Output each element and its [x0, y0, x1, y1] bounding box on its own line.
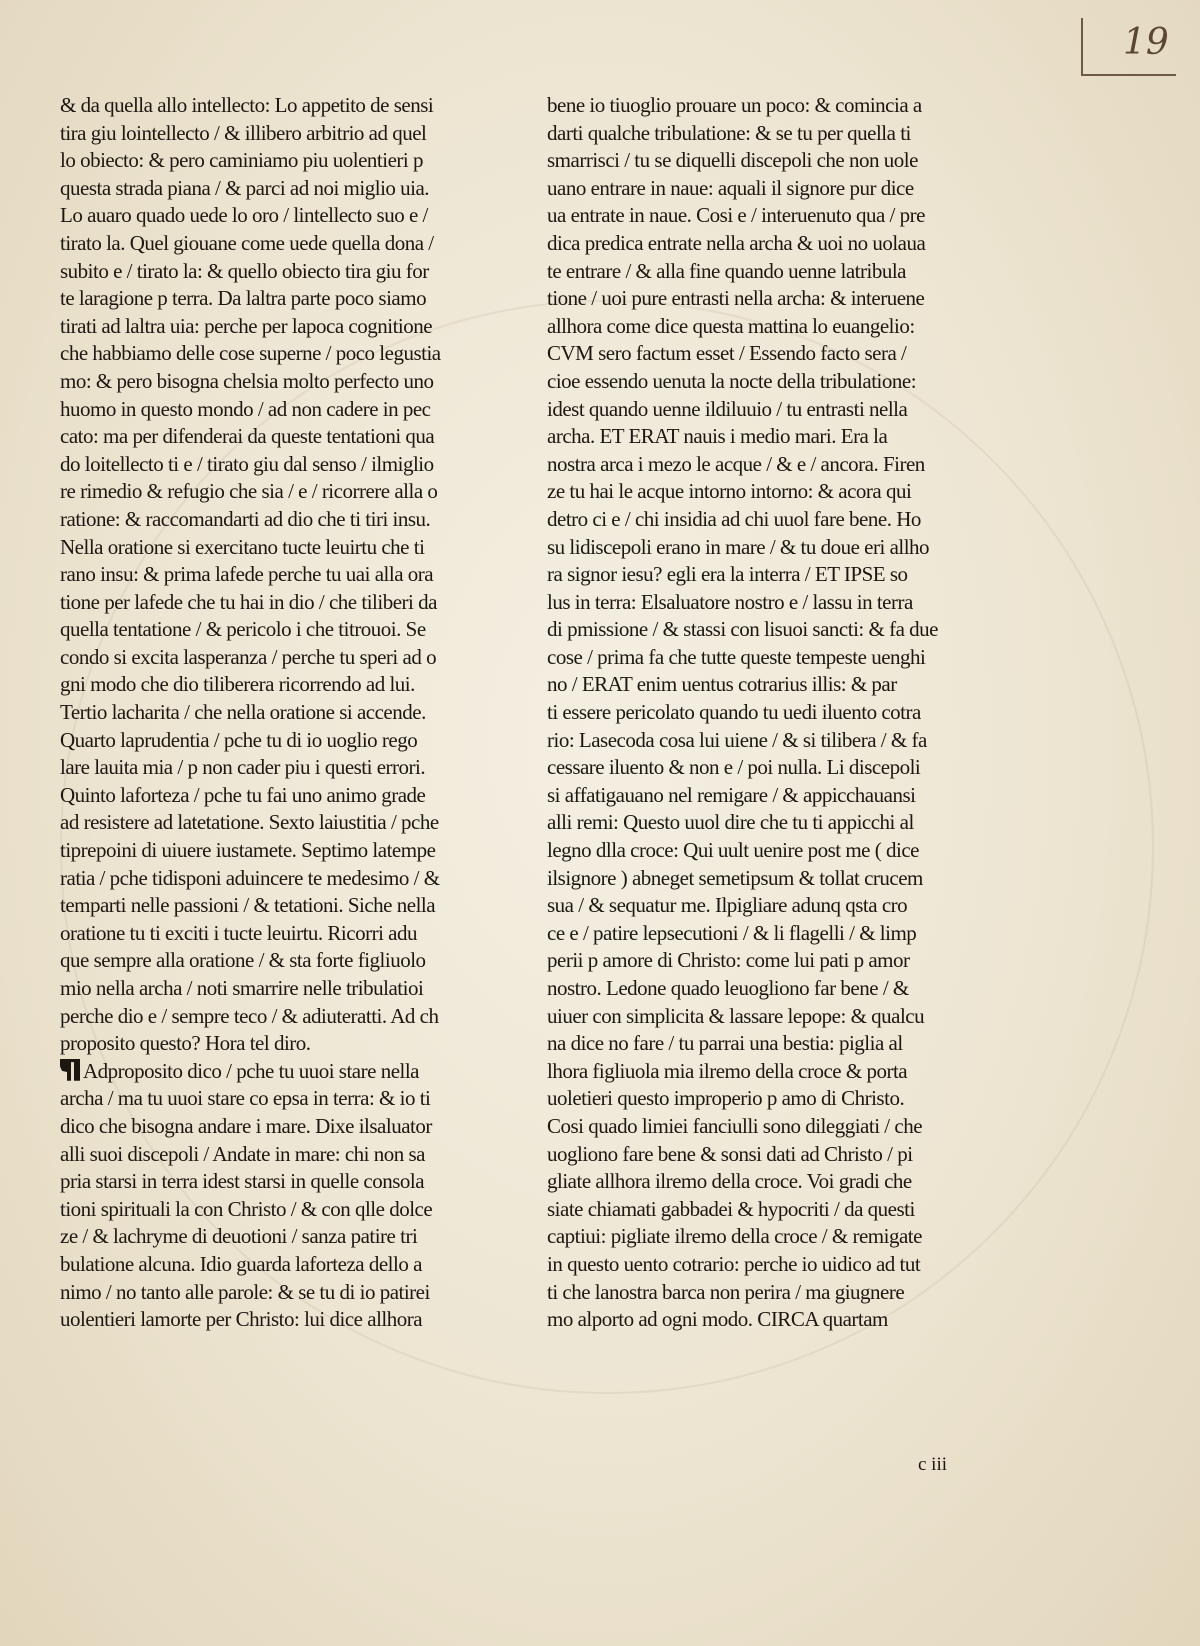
text-line: idest quando uenne ildiluuio / tu entrasti nella [547, 396, 908, 421]
text-line: allhora come dice questa mattina lo euangelio: [547, 313, 915, 338]
text-line: mo: & pero bisogna chelsia molto perfecto uno [60, 368, 434, 393]
text-line: alli remi: Questo uuol dire che tu ti appicchi al [547, 810, 914, 835]
text-line: CVM sero factum esset / Essendo facto sera / [547, 341, 907, 366]
text-line: ua entrate in naue. Cosi e / interuenuto qua / pre [547, 203, 925, 228]
text-line: mio nella archa / noti smarrire nelle tribulatioi [60, 976, 424, 1000]
text-line: Nella oratione si exercitano tucte leuirtu che ti [60, 534, 425, 559]
text-line: Adproposito dico / pche tu uuoi stare nella [60, 1058, 510, 1086]
text-line: cose / prima fa che tutte queste tempeste uenghi [547, 644, 926, 669]
text-line: alli suoi discepoli / Andate in mare: chi non sa [60, 1141, 426, 1166]
text-line: perche dio e / sempre teco / & adiuteratti. Ad ch [60, 1003, 439, 1028]
right-text-column [547, 92, 997, 1334]
text-line: detro ci e / chi insidia ad chi uuol fare bene. Ho [547, 506, 921, 531]
text-line: tira giu lointellecto / & illibero arbitrio ad quel [60, 120, 427, 145]
text-line: gliate allhora ilremo della croce. Voi gradi che [547, 1169, 912, 1194]
text-line: te laragione p terra. Da laltra parte poco siamo [60, 286, 427, 311]
text-line: bene io tiuoglio prouare un poco: & comincia a [547, 93, 922, 117]
text-line: uolentieri lamorte per Christo: lui dice allhora [60, 1307, 423, 1332]
text-line: nostro. Ledone quado leuogliono far bene / & [547, 976, 909, 1000]
text-line: ilsignore ) abneget semetipsum & tollat crucem [547, 865, 923, 890]
text-line: che habbiamo delle cose superne / poco legustia [60, 341, 441, 366]
text-line: temparti nelle passioni / & tetationi. Siche nella [60, 893, 436, 918]
text-line: cessare iluento & non e / poi nulla. Li discepoli [547, 755, 921, 780]
text-line: lare lauita mia / p non cader piu i questi errori. [60, 755, 426, 780]
text-line: tione / uoi pure entrasti nella archa: & interuene [547, 286, 925, 311]
text-line: dica predica entrate nella archa & uoi no uolaua [547, 230, 926, 255]
text-line: ad resistere ad latetatione. Sexto laiustitia / pche [60, 810, 439, 835]
text-line: Lo auaro quado uede lo oro / lintellecto suo e / [60, 203, 428, 228]
text-line: tirati ad laltra uia: perche per lapoca cognitione [60, 313, 433, 338]
text-line: proposito questo? Hora tel diro. [60, 1031, 311, 1056]
text-line: questa strada piana / & parci ad noi miglio uia. [60, 175, 430, 200]
text-line: sua / & sequatur me. Ilpigliare adunq qsta cro [547, 893, 908, 918]
text-line: lus in terra: Elsaluatore nostro e / lassu in terra [547, 589, 913, 614]
text-line: tione per lafede che tu hai in dio / che tiliberi da [60, 589, 437, 614]
text-line: di pmissione / & stassi con lisuoi sancti: & fa due [547, 617, 938, 642]
text-line: darti qualche tribulatione: & se tu per quella ti [547, 120, 911, 145]
text-line: captiui: pigliate ilremo della croce / & remigate [547, 1224, 922, 1249]
text-line: Quarto laprudentia / pche tu di io uoglio rego [60, 727, 418, 752]
text-line: tiprepoini di uiuere iustamete. Septimo latempe [60, 838, 436, 863]
text-line: huomo in questo mondo / ad non cadere in pec [60, 396, 431, 421]
text-line: que sempre alla oratione / & sta forte figliuolo [60, 948, 426, 973]
text-line: legno dlla croce: Qui uult uenire post me ( dice [547, 838, 919, 863]
text-line: gni modo che dio tiliberera ricorrendo ad lui. [60, 672, 415, 697]
text-line: archa / ma tu uuoi stare co epsa in terra: & io ti [60, 1086, 431, 1111]
text-line: condo si excita lasperanza / perche tu speri ad o [60, 644, 437, 669]
text-line: archa. ET ERAT nauis i medio mari. Era la [547, 424, 888, 449]
folio-number: 19 [1123, 22, 1169, 63]
text-line: nostra arca i mezo le acque / & e / ancora. Firen [547, 451, 925, 476]
text-line: ratione: & raccomandarti ad dio che ti tiri insu. [60, 506, 431, 531]
text-line: lo obiecto: & pero caminiamo piu uolentieri p [60, 148, 423, 173]
text-line: bulatione alcuna. Idio guarda laforteza dello a [60, 1251, 422, 1276]
text-line: Quinto laforteza / pche tu fai uno animo grade [60, 782, 426, 807]
left-text-column [60, 92, 510, 1334]
paragraph-mark-icon [60, 1059, 80, 1081]
text-line: uoletieri questo improperio p amo di Christo. [547, 1086, 905, 1111]
text-line: siate chiamati gabbadei & hypocriti / da questi [547, 1196, 915, 1221]
text-line: in questo uento cotrario: perche io uidico ad tut [547, 1251, 921, 1276]
text-line: re rimedio & refugio che sia / e / ricorrere alla o [60, 479, 438, 504]
text-line: smarrisci / tu se diquelli discepoli che non uole [547, 148, 918, 173]
text-line: ce e / patire lepsecutioni / & li flagelli / & limp [547, 920, 917, 945]
text-line: nimo / no tanto alle parole: & se tu di io patirei [60, 1279, 430, 1304]
text-line: subito e / tirato la: & quello obiecto tira giu for [60, 258, 429, 283]
text-line: Cosi quado limiei fanciulli sono dileggiati / che [547, 1113, 923, 1138]
text-line: mo alporto ad ogni modo. CIRCA quartam [547, 1307, 888, 1332]
text-line: na dice no fare / tu parrai una bestia: piglia al [547, 1031, 903, 1056]
text-line: do loitellecto ti e / tirato giu dal senso / ilmiglio [60, 451, 434, 476]
text-line: te entrare / & alla fine quando uenne latribula [547, 258, 907, 283]
text-line: no / ERAT enim uentus cotrarius illis: & par [547, 672, 897, 697]
text-line: ze tu hai le acque intorno intorno: & acora qui [547, 479, 912, 504]
text-line: ratia / pche tidisponi aduincere te medesimo / & [60, 865, 440, 890]
text-line: ti che lanostra barca non perira / ma giugnere [547, 1279, 905, 1304]
text-line: rano insu: & prima lafede perche tu uai alla ora [60, 562, 434, 587]
signature-mark: c iii [918, 1454, 948, 1475]
text-line: perii p amore di Christo: come lui pati p amor [547, 948, 910, 973]
text-line: uogliono fare bene & sonsi dati ad Christo / pi [547, 1141, 913, 1166]
text-line: ze / & lachryme di deuotioni / sanza patire tri [60, 1224, 418, 1249]
text-line: cioe essendo uenuta la nocte della tribulatione: [547, 368, 917, 393]
text-line: lhora figliuola mia ilremo della croce & porta [547, 1058, 908, 1083]
text-line: rio: Lasecoda cosa lui uiene / & si tilibera / & fa [547, 727, 927, 752]
text-line: ti essere pericolato quando tu uedi iluento cotra [547, 700, 921, 725]
text-line: Tertio lacharita / che nella oratione si accende. [60, 700, 426, 725]
text-line: si affatigauano nel remigare / & appicchauansi [547, 782, 916, 807]
text-line: cato: ma per difenderai da queste tentationi qua [60, 424, 435, 449]
text-line: uiuer con simplicita & lassare lepope: & qualcu [547, 1003, 925, 1028]
text-line: dico che bisogna andare i mare. Dixe ilsaluator [60, 1113, 432, 1138]
text-line: uano entrare in naue: aquali il signore pur dice [547, 175, 914, 200]
folio-mark [1081, 18, 1176, 76]
text-line: tioni spirituali la con Christo / & con qlle dolce [60, 1196, 433, 1221]
text-line: su lidiscepoli erano in mare / & tu doue eri allho [547, 534, 930, 559]
text-line: tirato la. Quel giouane come uede quella dona / [60, 230, 434, 255]
text-line: & da quella allo intellecto: Lo appetito de sensi [60, 93, 434, 117]
text-line: ra signor iesu? egli era la interra / ET IPSE so [547, 562, 908, 587]
text-line: pria starsi in terra idest starsi in quelle consola [60, 1169, 425, 1194]
text-line: quella tentatione / & pericolo i che titrouoi. Se [60, 617, 426, 642]
text-line: oratione tu ti exciti i tucte leuirtu. Ricorri adu [60, 920, 417, 945]
